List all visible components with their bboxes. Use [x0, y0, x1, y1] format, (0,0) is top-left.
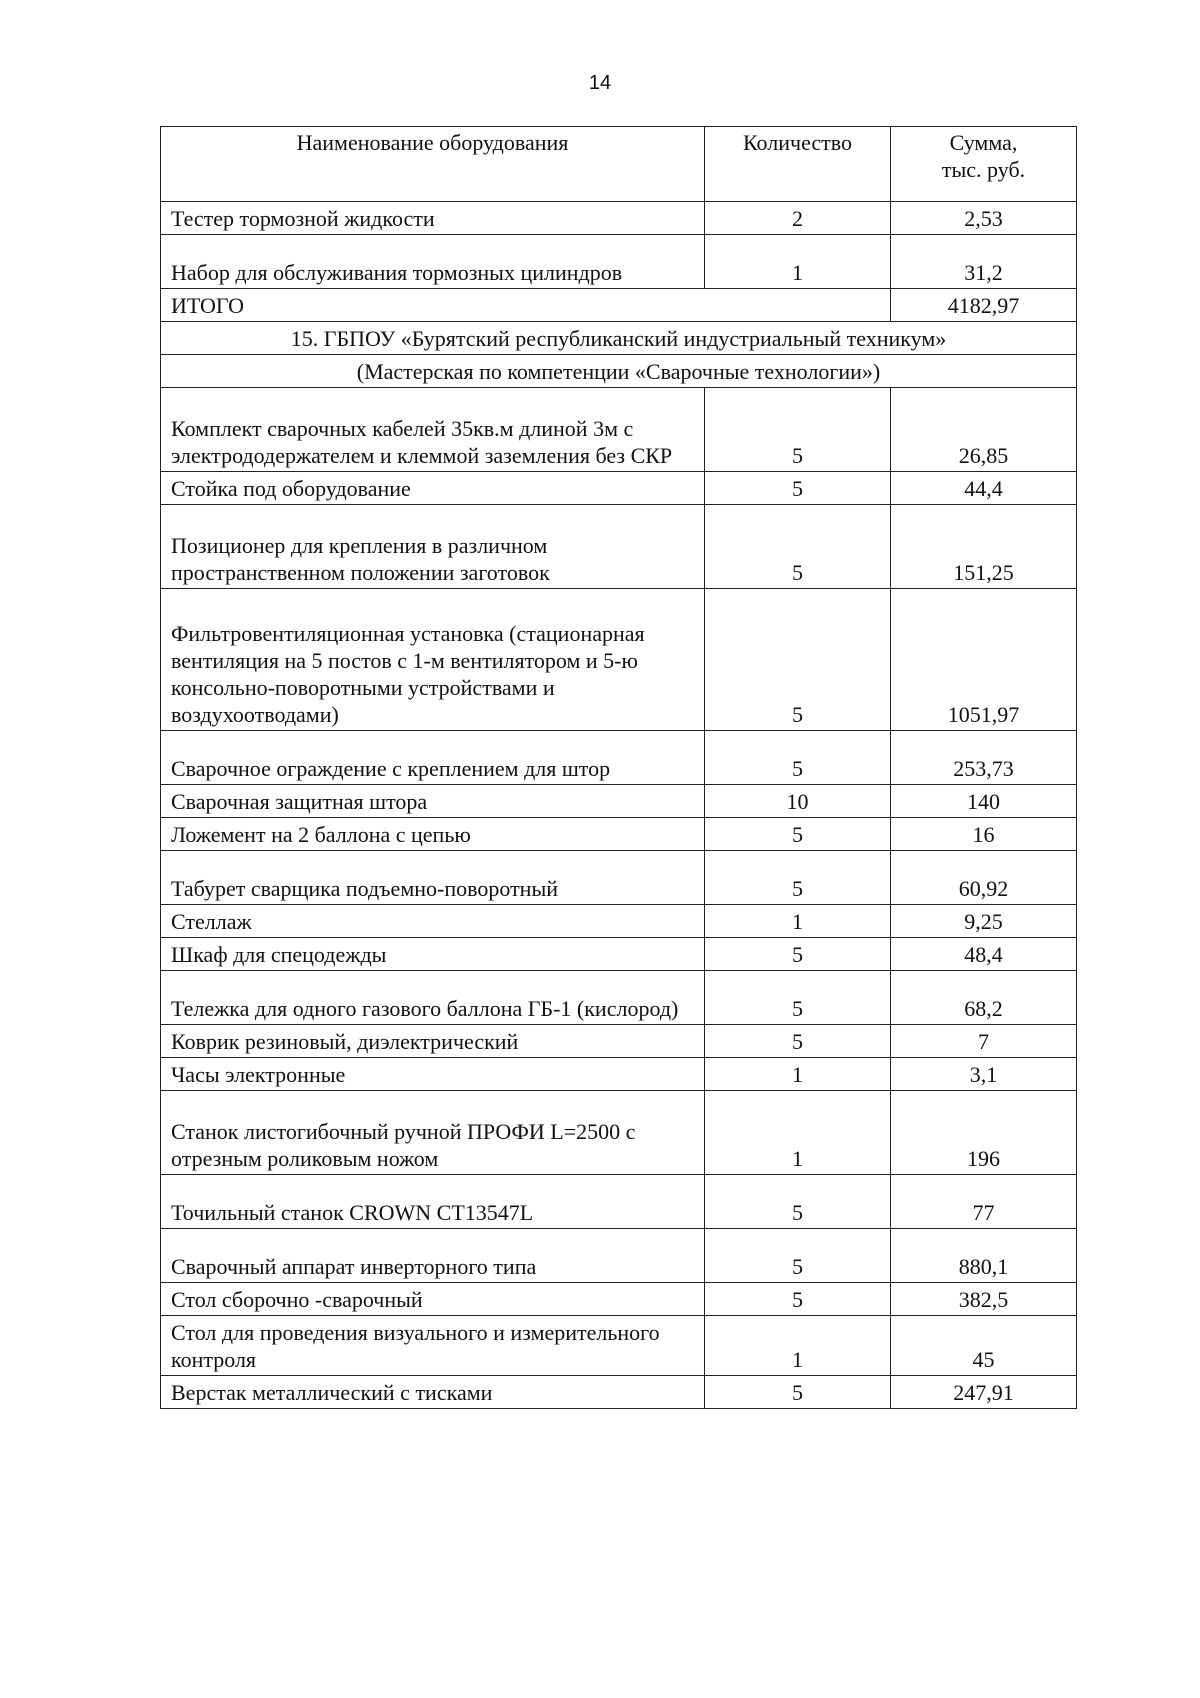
cell-qty: 5: [705, 1376, 891, 1409]
cell-name: Набор для обслуживания тормозных цилиндров: [161, 235, 705, 289]
cell-name: Позиционер для крепления в различном пространственном положении заготовок: [161, 505, 705, 589]
cell-qty: 5: [705, 818, 891, 851]
table-row: [161, 731, 1077, 785]
cell-sum: 140: [891, 785, 1077, 818]
cell-qty: 5: [705, 731, 891, 785]
table-row: [161, 505, 1077, 589]
table-row: [161, 1025, 1077, 1058]
table-row: [161, 1229, 1077, 1283]
cell-name: Тележка для одного газового баллона ГБ-1 (кислород): [161, 971, 705, 1025]
cell-name: Точильный станок CROWN CT13547L: [161, 1175, 705, 1229]
cell-sum: 880,1: [891, 1229, 1077, 1283]
cell-name: Часы электронные: [161, 1058, 705, 1091]
section-subtitle: (Мастерская по компетенции «Сварочные технологии»): [161, 355, 1077, 388]
cell-sum: 151,25: [891, 505, 1077, 589]
cell-name: Стол сборочно -сварочный: [161, 1283, 705, 1316]
header-sum-line2: тыс. руб.: [941, 157, 1026, 182]
cell-sum: 247,91: [891, 1376, 1077, 1409]
table-row: [161, 851, 1077, 905]
cell-sum: 196: [891, 1091, 1077, 1175]
cell-sum: 68,2: [891, 971, 1077, 1025]
cell-qty: 5: [705, 589, 891, 731]
table-row: [161, 1058, 1077, 1091]
cell-name: Стол для проведения визуального и измерительного контроля: [161, 1316, 705, 1376]
cell-qty: 5: [705, 1025, 891, 1058]
cell-qty: 5: [705, 938, 891, 971]
cell-qty: 5: [705, 505, 891, 589]
cell-sum: 31,2: [891, 235, 1077, 289]
cell-name: Сварочное ограждение с креплением для штор: [161, 731, 705, 785]
equipment-table: [160, 126, 1077, 1409]
table-row: [161, 971, 1077, 1025]
cell-qty: 5: [705, 851, 891, 905]
cell-qty: 1: [705, 235, 891, 289]
cell-sum: 253,73: [891, 731, 1077, 785]
cell-name: Табурет сварщика подъемно-поворотный: [161, 851, 705, 905]
table-row: [161, 1376, 1077, 1409]
cell-sum: 7: [891, 1025, 1077, 1058]
table-row: [161, 938, 1077, 971]
table-row: [161, 472, 1077, 505]
section-title-row: [161, 322, 1077, 355]
total-row: [161, 289, 1077, 322]
cell-name: Стеллаж: [161, 905, 705, 938]
section-subtitle-row: [161, 355, 1077, 388]
table-row: [161, 1091, 1077, 1175]
cell-name: Тестер тормозной жидкости: [161, 202, 705, 235]
header-row: [161, 127, 1077, 202]
table-row: [161, 202, 1077, 235]
cell-qty: 5: [705, 472, 891, 505]
cell-name: Сварочный аппарат инверторного типа: [161, 1229, 705, 1283]
cell-qty: 5: [705, 1229, 891, 1283]
cell-qty: 5: [705, 1283, 891, 1316]
cell-sum: 45: [891, 1316, 1077, 1376]
section-title: 15. ГБПОУ «Бурятский республиканский индустриальный техникум»: [161, 322, 1077, 355]
table-row: [161, 1283, 1077, 1316]
cell-name: Коврик резиновый, диэлектрический: [161, 1025, 705, 1058]
header-sum-line1: Сумма,: [949, 130, 1018, 155]
table-row: [161, 1175, 1077, 1229]
cell-name: Шкаф для спецодежды: [161, 938, 705, 971]
cell-qty: 5: [705, 388, 891, 472]
cell-sum: 16: [891, 818, 1077, 851]
cell-qty: 1: [705, 1091, 891, 1175]
cell-sum: 60,92: [891, 851, 1077, 905]
cell-name: Фильтровентиляционная установка (стационарная вентиляция на 5 постов с 1-м вентилятором и 5-ю консольно-поворотными устройствами и воздухоотводами): [161, 589, 705, 731]
cell-sum: 382,5: [891, 1283, 1077, 1316]
cell-qty: 2: [705, 202, 891, 235]
cell-qty: 5: [705, 971, 891, 1025]
cell-qty: 1: [705, 1058, 891, 1091]
cell-name: Комплект сварочных кабелей 35кв.м длиной 3м с электрододержателем и клеммой заземления без СКР: [161, 388, 705, 472]
cell-name: Стойка под оборудование: [161, 472, 705, 505]
cell-qty: 10: [705, 785, 891, 818]
cell-name: Ложемент на 2 баллона с цепью: [161, 818, 705, 851]
table-row: [161, 905, 1077, 938]
cell-name: Станок листогибочный ручной ПРОФИ L=2500 с отрезным роликовым ножом: [161, 1091, 705, 1175]
page-number: 14: [588, 72, 612, 94]
cell-sum: 3,1: [891, 1058, 1077, 1091]
cell-sum: 77: [891, 1175, 1077, 1229]
rows-section-15: [161, 388, 1077, 1409]
header-name: Наименование оборудования: [161, 127, 705, 202]
cell-sum: 48,4: [891, 938, 1077, 971]
total-sum: 4182,97: [891, 289, 1077, 322]
cell-qty: 1: [705, 1316, 891, 1376]
table-row: [161, 589, 1077, 731]
cell-sum: 9,25: [891, 905, 1077, 938]
total-label: ИТОГО: [161, 289, 891, 322]
table-row: [161, 818, 1077, 851]
cell-name: Сварочная защитная штора: [161, 785, 705, 818]
cell-sum: 26,85: [891, 388, 1077, 472]
cell-name: Верстак металлический с тисками: [161, 1376, 705, 1409]
header-qty: Количество: [705, 127, 891, 202]
cell-qty: 1: [705, 905, 891, 938]
header-sum: [891, 127, 1077, 202]
table-row: [161, 235, 1077, 289]
cell-qty: 5: [705, 1175, 891, 1229]
table-row: [161, 388, 1077, 472]
table-row: [161, 1316, 1077, 1376]
cell-sum: 2,53: [891, 202, 1077, 235]
cell-sum: 44,4: [891, 472, 1077, 505]
table-row: [161, 785, 1077, 818]
cell-sum: 1051,97: [891, 589, 1077, 731]
rows-before-total: [161, 202, 1077, 289]
